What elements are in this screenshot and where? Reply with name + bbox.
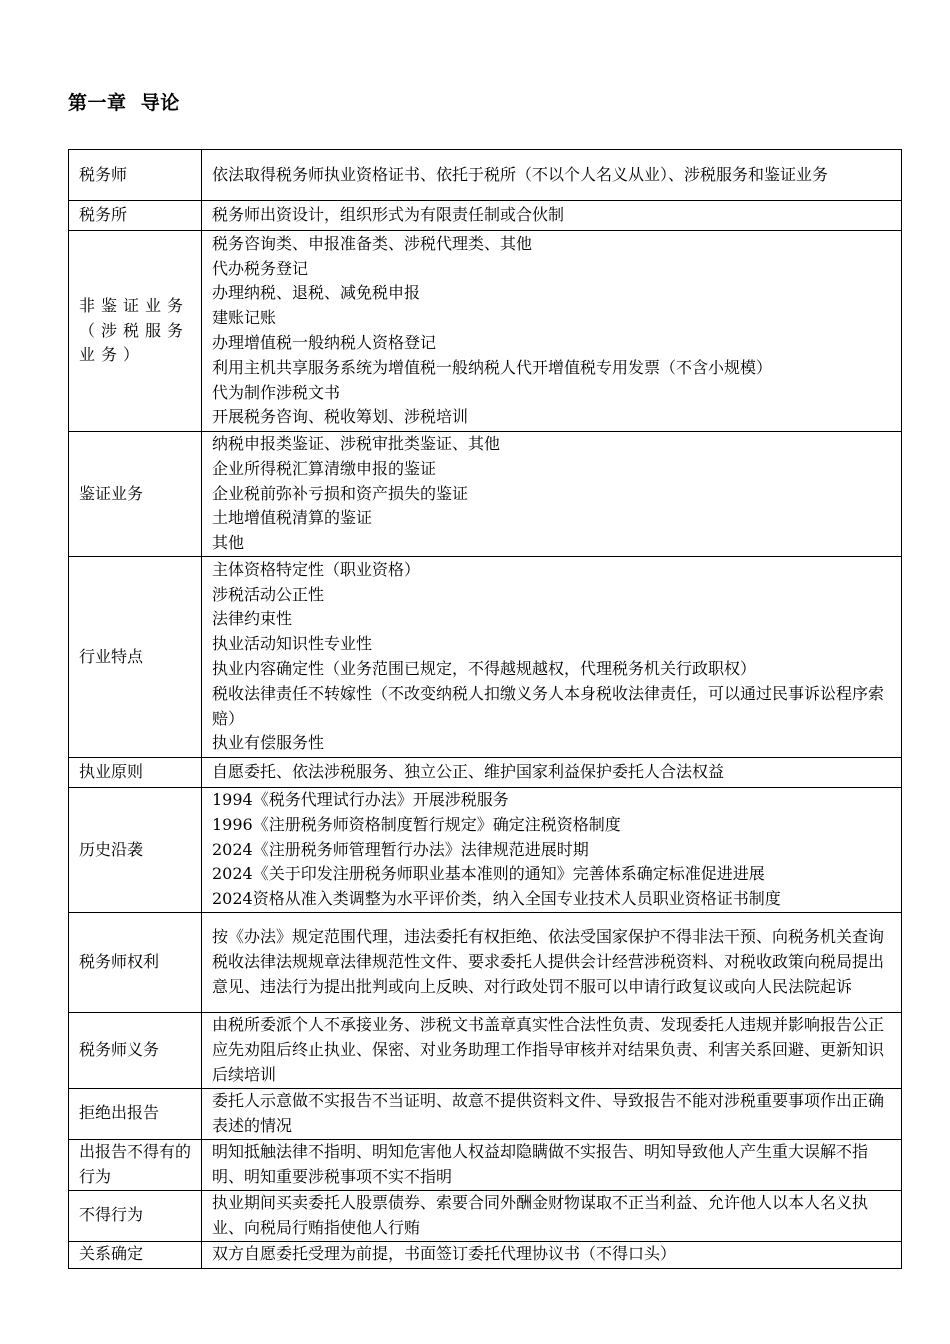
table-row — [69, 231, 902, 432]
row-line: 办理增值税一般纳税人资格登记 — [212, 333, 437, 352]
row-term: 税务师义务 — [79, 1040, 160, 1060]
row-desc-cell — [202, 913, 902, 1013]
row-desc-cell — [202, 1089, 902, 1140]
row-line: 2024《注册税务师管理暂行办法》法律规范进展时期 — [212, 839, 589, 859]
row-line: 建账记账 — [212, 308, 277, 328]
row-line: 土地增值税清算的鉴证 — [212, 508, 373, 528]
row-desc-cell — [202, 150, 902, 201]
row-line: 执业有偿服务性 — [212, 733, 325, 753]
row-line: 纳税申报类鉴证、涉税审批类鉴证、其他 — [212, 434, 501, 453]
row-term: 行业特点 — [79, 646, 144, 666]
row-desc-cell — [202, 432, 902, 557]
row-term-cell — [69, 201, 202, 231]
table-row — [69, 913, 902, 1013]
row-term-cell — [69, 1241, 202, 1268]
row-term: 出报告不得有的行为 — [79, 1141, 192, 1186]
chapter-title: 第一章 导论 — [68, 92, 180, 114]
row-term: 鉴证业务 — [79, 483, 144, 503]
row-line: 其他 — [212, 533, 245, 553]
row-line: 税务咨询类、申报准备类、涉税代理类、其他 — [212, 233, 533, 253]
row-line: 主体资格特定性（职业资格） — [212, 559, 421, 579]
table-row — [69, 1089, 902, 1140]
row-term: 税务师 — [79, 164, 128, 184]
row-line: 委托人示意做不实报告不当证明、故意不提供资料文件、导致报告不能对涉税重要事项作出正确表述的情况 — [212, 1091, 885, 1135]
table-row — [69, 1190, 902, 1241]
row-desc-cell — [202, 231, 902, 432]
row-line: 代为制作涉税文书 — [212, 382, 341, 402]
row-desc-cell — [202, 201, 902, 231]
row-line: 双方自愿委托受理为前提，书面签订委托代理协议书（不得口头） — [212, 1244, 677, 1264]
row-line: 涉税活动公正性 — [212, 584, 325, 604]
row-line: 开展税务咨询、税收筹划、涉税培训 — [212, 407, 469, 427]
row-line: 明知抵触法律不指明、明知危害他人权益却隐瞒做不实报告、明知导致他人产生重大误解不指明、明知重要涉税事项不实不指明 — [212, 1141, 869, 1186]
row-line: 执业活动知识性专业性 — [212, 634, 373, 654]
row-term-cell — [69, 758, 202, 788]
row-term: 税务师权利 — [79, 952, 160, 972]
row-line: 自愿委托、依法涉税服务、独立公正、维护国家利益保护委托人合法权益 — [212, 762, 725, 782]
row-term-cell — [69, 1139, 202, 1190]
row-desc-cell — [202, 788, 902, 913]
row-line: 税务师出资设计，组织形式为有限责任制或合伙制 — [212, 205, 565, 225]
row-term: 历史沿袭 — [79, 839, 144, 859]
row-desc-cell — [202, 1241, 902, 1268]
row-desc-cell — [202, 557, 902, 758]
row-desc-cell — [202, 1139, 902, 1190]
table-row — [69, 150, 902, 201]
row-term-cell — [69, 788, 202, 913]
row-term-cell — [69, 1013, 202, 1089]
row-term-cell — [69, 1089, 202, 1140]
row-term: 税务所 — [79, 205, 128, 225]
row-desc-cell — [202, 1190, 902, 1241]
table-row — [69, 432, 902, 557]
row-line: 法律约束性 — [212, 609, 293, 629]
table-row — [69, 788, 902, 913]
row-term: 不得行为 — [79, 1205, 144, 1225]
row-line: 办理纳税、退税、减免税申报 — [212, 283, 421, 303]
row-line: 由税所委派个人不承接业务、涉税文书盖章真实性合法性负责、发现委托人违规并影响报告公正应先劝阻后终止执业、保密、对业务助理工作指导审核并对结果负责、利害关系回避、更新知识后续培训 — [212, 1015, 885, 1084]
row-term-cell — [69, 913, 202, 1013]
row-line: 1996《注册税务师资格制度暂行规定》确定注税资格制度 — [212, 814, 621, 834]
row-term: 执业原则 — [79, 762, 144, 782]
table-row — [69, 557, 902, 758]
table-row — [69, 1241, 902, 1268]
table-row — [69, 758, 902, 788]
row-desc-cell — [202, 1013, 902, 1089]
table-row — [69, 1139, 902, 1190]
row-line: 1994《税务代理试行办法》开展涉税服务 — [212, 790, 509, 809]
row-line: 依法取得税务师执业资格证书、依托于税所（不以个人名义从业）、涉税服务和鉴证业务 — [212, 164, 829, 184]
row-line: 执业内容确定性（业务范围已规定，不得越规越权，代理税务机关行政职权） — [212, 659, 757, 678]
row-desc-cell — [202, 758, 902, 788]
row-line: 利用主机共享服务系统为增值税一般纳税人代开增值税专用发票（不含小规模） — [212, 357, 773, 377]
table-row — [69, 201, 902, 231]
row-term-cell — [69, 231, 202, 432]
row-term-cell — [69, 150, 202, 201]
notes-table — [68, 149, 902, 1269]
table-row — [69, 1013, 902, 1089]
row-line: 企业所得税汇算清缴申报的鉴证 — [212, 458, 437, 478]
row-term: 关系确定 — [79, 1244, 144, 1264]
row-line: 税收法律责任不转嫁性（不改变纳税人扣缴义务人本身税收法律责任，可以通过民事诉讼程序索赔） — [212, 683, 885, 728]
row-term: 拒绝出报告 — [79, 1103, 160, 1123]
row-term-cell — [69, 1190, 202, 1241]
row-line: 执业期间买卖委托人股票债券、索要合同外酬金财物谋取不正当利益、允许他人以本人名义执业、向税局行贿指使他人行贿 — [212, 1192, 869, 1237]
row-line: 2024《关于印发注册税务师职业基本准则的通知》完善体系确定标准促进进展 — [212, 864, 765, 884]
row-line: 代办税务登记 — [212, 258, 309, 278]
row-line: 企业税前弥补亏损和资产损失的鉴证 — [212, 483, 469, 503]
row-term-cell — [69, 557, 202, 758]
row-term-cell — [69, 432, 202, 557]
row-line: 按《办法》规定范围代理，违法委托有权拒绝、依法受国家保护不得非法干预、向税务机关查询税收法律法规规章法律规范性文件、要求委托人提供会计经营涉税资料、对税收政策向税局提出意见、违法行为提出批判或向上反映、对行政处罚不服可以申请行政复议或向人民法院起诉 — [212, 927, 885, 996]
row-line: 2024资格从准入类调整为水平评价类，纳入全国专业技术人员职业资格证书制度 — [212, 889, 781, 909]
row-term: 非鉴证业务（涉税服务业务） — [79, 295, 190, 365]
